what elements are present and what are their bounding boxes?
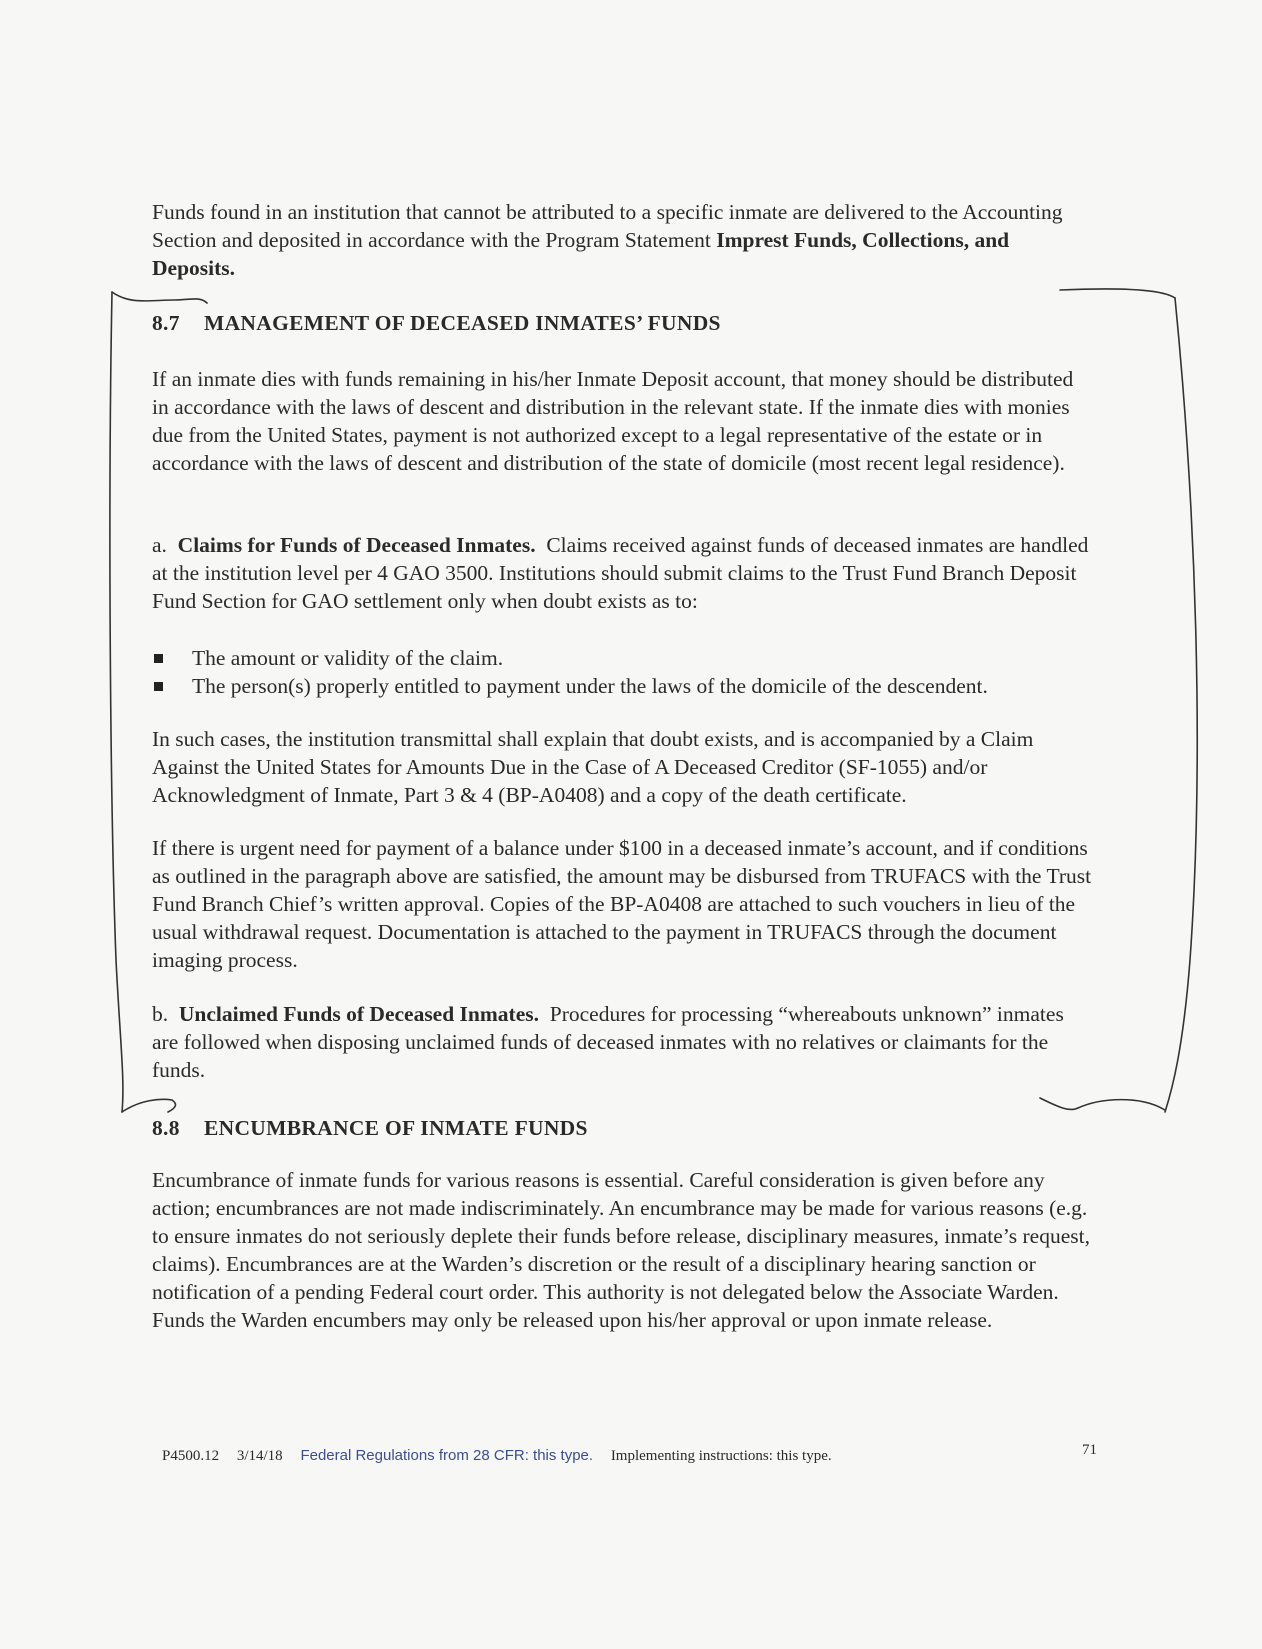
right-bracket-top [1060, 289, 1175, 298]
section-8-8-heading: 8.8 ENCUMBRANCE OF INMATE FUNDS [152, 1116, 588, 1140]
left-bracket-top-hook [112, 292, 207, 303]
left-bracket-bottom-hook [122, 1099, 175, 1112]
transmittal-paragraph: In such cases, the institution transmittal shall explain that doubt exists, and is accompanied by a Claim Against the United States for Amounts Due in the Case of A Deceased Creditor (SF-1055) and/or Acknowledgment of Inmate, Part 3 & 4 (BP-A0408) and a copy of the death certificate. [152, 727, 1034, 807]
intro-paragraph: Funds found in an institution that cannot be attributed to a specific inmate are delivered to the Accounting Section and deposited in accordance with the Program Statement Imprest Funds, Collections, and Deposits. [152, 200, 1063, 280]
section-8-8-paragraph: Encumbrance of inmate funds for various reasons is essential. Careful consideration is given before any action; encumbrances are not made indiscriminately. An encumbrance may be made for various reasons (e.g. to ensure inmates do not seriously deplete their funds before release, disciplinary measures, inmate’s request, claims). Encumbrances are at the Warden’s discretion or the result of a disciplinary hearing sanction or notification of a pending Federal court order. This authority is not delegated below the Associate Warden. Funds the Warden encumbers may only be released upon his/her approval or upon inmate release. [152, 1168, 1090, 1332]
section-8-7-heading: 8.7 MANAGEMENT OF DECEASED INMATES’ FUNDS [152, 311, 721, 335]
item-b-unclaimed: b. Unclaimed Funds of Deceased Inmates. Procedures for processing “whereabouts unknown” inmates are followed when disposing unclaimed funds of deceased inmates with no relatives or claimants for the funds. [152, 1002, 1064, 1082]
footer-code: P4500.12 [162, 1448, 220, 1464]
bullet-item: The amount or validity of the claim. [152, 644, 1092, 672]
footer-date: 3/14/18 [236, 1448, 283, 1464]
right-bracket-line [1165, 298, 1197, 1112]
bullet-item: The person(s) properly entitled to payment under the laws of the domicile of the descendent. [152, 672, 1092, 700]
footer-regs-legend: Federal Regulations from 28 CFR: this type. [300, 1447, 594, 1464]
program-statement-title: Imprest Funds, Collections, and Deposits. [152, 228, 1010, 280]
item-a-claims: a. Claims for Funds of Deceased Inmates. Claims received against funds of deceased inmates are handled at the institution level per 4 GAO 3500. Institutions should submit claims to the Trust Fund Branch Deposit Fund Section for GAO settlement only when doubt exists as to: [152, 533, 1089, 613]
left-bracket-line [110, 292, 123, 1112]
page-number: 71 [1082, 1442, 1097, 1458]
right-bracket-bottom [1040, 1098, 1165, 1110]
urgent-payment-paragraph: If there is urgent need for payment of a balance under $100 in a deceased inmate’s account, and if conditions as outlined in the paragraph above are satisfied, the amount may be disbursed from TRUFACS with the Trust Fund Branch Chief’s written approval. Copies of the BP-A0408 are attached to such vouchers in lieu of the usual withdrawal request. Documentation is attached to the payment in TRUFACS through the document imaging process. [152, 836, 1092, 972]
footer-instructions-legend: Implementing instructions: this type. [610, 1448, 832, 1464]
section-8-7-paragraph: If an inmate dies with funds remaining in his/her Inmate Deposit account, that money should be distributed in accordance with the laws of descent and distribution in the relevant state. If the inmate dies with monies due from the United States, payment is not authorized except to a legal representative of the estate or in accordance with the laws of descent and distribution of the state of domicile (most recent legal residence). [152, 367, 1074, 475]
